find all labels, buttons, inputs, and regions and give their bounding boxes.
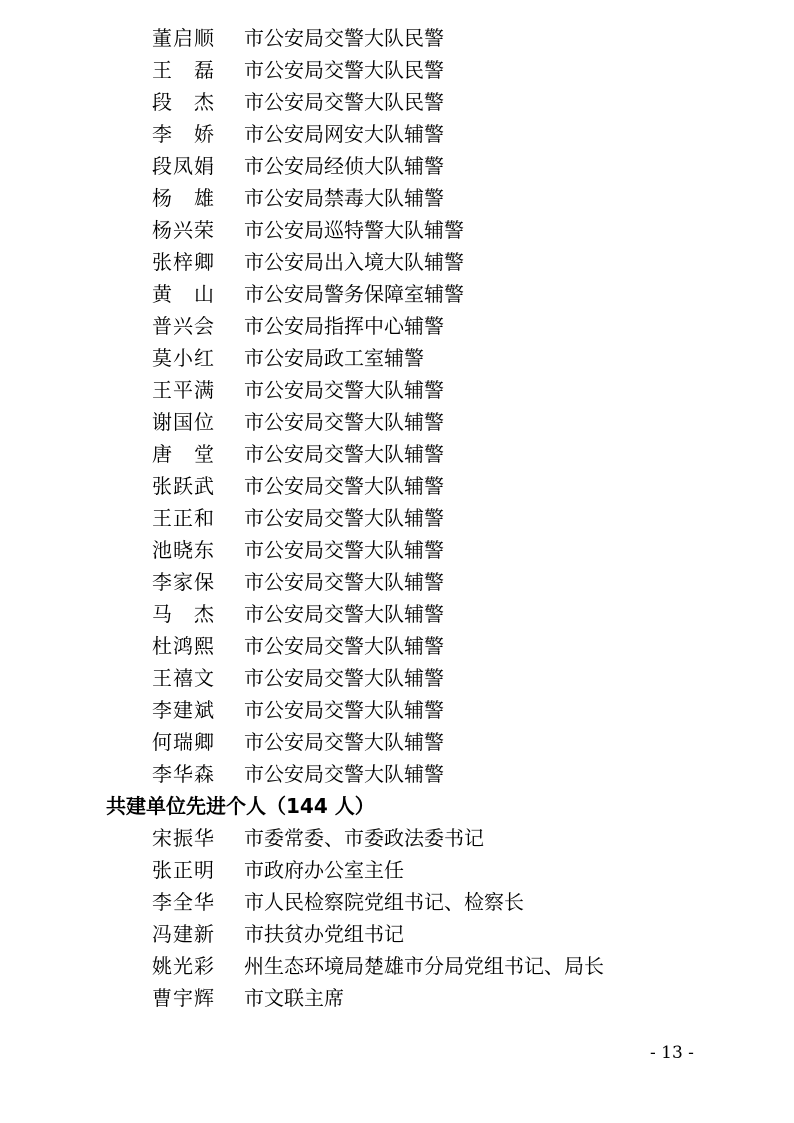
person-name: 杨兴荣 [152, 218, 215, 242]
person-name: 王禧文 [152, 666, 215, 690]
person-name: 宋振华 [152, 826, 215, 850]
list-item [152, 470, 712, 502]
list-item [152, 854, 712, 886]
person-name: 段 杰 [152, 90, 215, 114]
person-name: 张梓卿 [152, 250, 215, 274]
list-item [152, 534, 712, 566]
personnel-list-police [152, 22, 712, 790]
person-name: 莫小红 [152, 346, 215, 370]
list-item [152, 950, 712, 982]
person-name: 黄 山 [152, 282, 215, 306]
person-name: 李家保 [152, 570, 215, 594]
list-item [152, 438, 712, 470]
person-unit: 市公安局交警大队辅警 [244, 538, 444, 562]
person-name: 段凤娟 [152, 154, 215, 178]
person-unit: 市公安局交警大队辅警 [244, 698, 444, 722]
person-name: 杨 雄 [152, 186, 215, 210]
list-item [152, 342, 712, 374]
list-item [152, 278, 712, 310]
person-unit: 市公安局交警大队辅警 [244, 634, 444, 658]
person-name: 曹宇辉 [152, 986, 215, 1010]
person-unit: 市公安局交警大队辅警 [244, 378, 444, 402]
list-item [152, 726, 712, 758]
person-name: 李全华 [152, 890, 215, 914]
person-name: 杜鸿熙 [152, 634, 215, 658]
list-item [152, 182, 712, 214]
person-name: 王 磊 [152, 58, 215, 82]
person-unit: 市公安局指挥中心辅警 [244, 314, 444, 338]
person-name: 李华森 [152, 762, 215, 786]
person-unit: 市公安局网安大队辅警 [244, 122, 444, 146]
personnel-list-partners [152, 822, 712, 1014]
person-unit: 市公安局交警大队辅警 [244, 762, 444, 786]
list-item [152, 374, 712, 406]
person-unit: 市公安局出入境大队辅警 [244, 250, 464, 274]
person-name: 马 杰 [152, 602, 215, 626]
person-unit: 市公安局交警大队辅警 [244, 602, 444, 626]
person-name: 何瑞卿 [152, 730, 215, 754]
person-unit: 市扶贫办党组书记 [244, 922, 404, 946]
person-name: 王平满 [152, 378, 215, 402]
list-item [152, 54, 712, 86]
person-unit: 市人民检察院党组书记、检察长 [244, 890, 524, 914]
person-unit: 州生态环境局楚雄市分局党组书记、局长 [244, 954, 604, 978]
list-item [152, 886, 712, 918]
list-item [152, 406, 712, 438]
list-item [152, 214, 712, 246]
list-item [152, 822, 712, 854]
list-item [152, 630, 712, 662]
person-unit: 市公安局交警大队民警 [244, 90, 444, 114]
person-unit: 市公安局交警大队辅警 [244, 506, 444, 530]
person-unit: 市公安局警务保障室辅警 [244, 282, 464, 306]
person-name: 董启顺 [152, 26, 215, 50]
person-unit: 市公安局交警大队辅警 [244, 570, 444, 594]
person-name: 李 娇 [152, 122, 215, 146]
person-unit: 市公安局经侦大队辅警 [244, 154, 444, 178]
list-item [152, 118, 712, 150]
list-item [152, 150, 712, 182]
person-unit: 市公安局禁毒大队辅警 [244, 186, 444, 210]
list-item [152, 246, 712, 278]
list-item [152, 502, 712, 534]
list-item [152, 22, 712, 54]
person-name: 姚光彩 [152, 954, 215, 978]
person-unit: 市公安局交警大队辅警 [244, 474, 444, 498]
person-name: 李建斌 [152, 698, 215, 722]
person-unit: 市公安局交警大队辅警 [244, 410, 444, 434]
list-item [152, 982, 712, 1014]
person-unit: 市公安局政工室辅警 [244, 346, 424, 370]
person-unit: 市公安局交警大队辅警 [244, 442, 444, 466]
person-name: 唐 堂 [152, 442, 215, 466]
list-item [152, 758, 712, 790]
person-unit: 市公安局交警大队辅警 [244, 666, 444, 690]
person-unit: 市公安局巡特警大队辅警 [244, 218, 464, 242]
section-heading: 共建单位先进个人（144 人） [106, 794, 375, 818]
person-unit: 市公安局交警大队民警 [244, 58, 444, 82]
person-name: 张跃武 [152, 474, 215, 498]
person-unit: 市公安局交警大队民警 [244, 26, 444, 50]
list-item [152, 918, 712, 950]
page-number: - 13 - [650, 1043, 694, 1063]
list-item [152, 598, 712, 630]
person-unit: 市政府办公室主任 [244, 858, 404, 882]
list-item [152, 310, 712, 342]
person-unit: 市委常委、市委政法委书记 [244, 826, 484, 850]
person-unit: 市文联主席 [244, 986, 344, 1010]
list-item [152, 662, 712, 694]
person-name: 池晓东 [152, 538, 215, 562]
list-item [152, 694, 712, 726]
person-name: 张正明 [152, 858, 215, 882]
list-item [152, 86, 712, 118]
person-name: 谢国位 [152, 410, 215, 434]
person-name: 冯建新 [152, 922, 215, 946]
person-name: 普兴会 [152, 314, 215, 338]
person-unit: 市公安局交警大队辅警 [244, 730, 444, 754]
list-item [152, 566, 712, 598]
person-name: 王正和 [152, 506, 215, 530]
